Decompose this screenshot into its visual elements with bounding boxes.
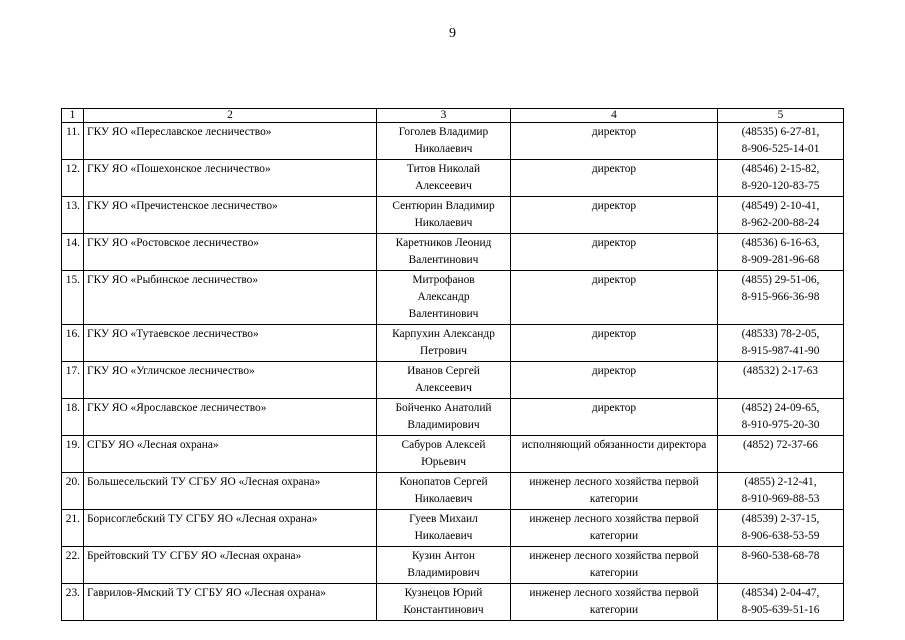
phone-line: (48535) 6-27-81,	[741, 126, 820, 138]
person-name-line: Николаевич	[414, 530, 473, 542]
person-name	[377, 234, 511, 271]
person-name-line: Бойченко Анатолий	[395, 402, 492, 414]
phone-line: 8-915-966-36-98	[741, 291, 820, 303]
organization-name: ГКУ ЯО «Рыбинское лесничество»	[84, 271, 377, 325]
person-name-line: Сентюрин Владимир	[392, 200, 495, 212]
job-position	[511, 123, 718, 160]
job-position	[511, 547, 718, 584]
job-position-line: категории	[589, 604, 639, 616]
phone-line: 8-910-969-88-53	[741, 493, 820, 505]
organization-name: ГКУ ЯО «Ростовское лесничество»	[84, 234, 377, 271]
person-name	[377, 123, 511, 160]
job-position-line: директор	[591, 237, 637, 249]
person-name-line: Петрович	[420, 345, 467, 357]
phone-line: (48536) 6-16-63,	[741, 237, 820, 249]
phone-numbers	[718, 547, 844, 584]
phone-numbers	[718, 325, 844, 362]
person-name	[377, 399, 511, 436]
job-position	[511, 160, 718, 197]
table-row	[62, 325, 844, 362]
person-name	[377, 362, 511, 399]
row-number: 13.	[62, 197, 84, 234]
row-number: 23.	[62, 584, 84, 621]
person-name	[377, 271, 511, 325]
phone-numbers	[718, 436, 844, 473]
person-name-line: Александр	[417, 291, 470, 303]
row-number: 17.	[62, 362, 84, 399]
table-row	[62, 123, 844, 160]
job-position	[511, 234, 718, 271]
phone-line: 8-906-638-53-59	[741, 530, 820, 542]
job-position-line: директор	[591, 163, 637, 175]
person-name-line: Николаевич	[414, 217, 473, 229]
organization-name: ГКУ ЯО «Пречистенское лесничество»	[84, 197, 377, 234]
job-position-line: категории	[589, 493, 639, 505]
contacts-table	[61, 108, 844, 621]
job-position	[511, 473, 718, 510]
phone-line: 8-915-987-41-90	[741, 345, 820, 357]
organization-name: ГКУ ЯО «Угличское лесничество»	[84, 362, 377, 399]
organization-name: Большесельский ТУ СГБУ ЯО «Лесная охрана»	[84, 473, 377, 510]
phone-line: (48534) 2-04-47,	[741, 587, 820, 599]
job-position-line: директор	[591, 365, 637, 377]
phone-numbers	[718, 160, 844, 197]
table-row	[62, 436, 844, 473]
person-name-line: Николаевич	[414, 143, 473, 155]
phone-line: 8-920-120-83-75	[741, 180, 820, 192]
phone-line: 8-960-538-68-78	[741, 550, 820, 562]
header-cell: 5	[718, 109, 844, 123]
table-row	[62, 234, 844, 271]
phone-line: (4855) 29-51-06,	[741, 274, 820, 286]
person-name	[377, 584, 511, 621]
table-row	[62, 271, 844, 325]
row-number: 12.	[62, 160, 84, 197]
job-position-line: инженер лесного хозяйства первой	[529, 550, 699, 562]
table-row	[62, 160, 844, 197]
job-position-line: категории	[589, 530, 639, 542]
row-number: 19.	[62, 436, 84, 473]
job-position	[511, 362, 718, 399]
phone-line: (48533) 78-2-05,	[741, 328, 820, 340]
table-row	[62, 547, 844, 584]
person-name-line: Митрофанов	[412, 274, 475, 286]
phone-line: (4855) 2-12-41,	[744, 476, 817, 488]
person-name-line: Иванов Сергей	[407, 365, 480, 377]
person-name-line: Конопатов Сергей	[399, 476, 488, 488]
organization-name: Брейтовский ТУ СГБУ ЯО «Лесная охрана»	[84, 547, 377, 584]
phone-line: (48539) 2-37-15,	[741, 513, 820, 525]
table-row	[62, 473, 844, 510]
phone-line: (4852) 24-09-65,	[741, 402, 820, 414]
person-name-line: Карпухин Александр	[392, 328, 495, 340]
organization-name: Борисоглебский ТУ СГБУ ЯО «Лесная охрана»	[84, 510, 377, 547]
phone-numbers	[718, 362, 844, 399]
row-number: 22.	[62, 547, 84, 584]
person-name-line: Титов Николай	[406, 163, 481, 175]
job-position	[511, 197, 718, 234]
row-number: 18.	[62, 399, 84, 436]
header-cell: 4	[511, 109, 718, 123]
job-position-line: инженер лесного хозяйства первой	[529, 587, 699, 599]
phone-numbers	[718, 234, 844, 271]
person-name-line: Алексеевич	[415, 382, 472, 394]
phone-line: 8-910-975-20-30	[741, 419, 820, 431]
person-name-line: Гуеев Михаил	[409, 513, 478, 525]
row-number: 20.	[62, 473, 84, 510]
job-position-line: директор	[591, 402, 637, 414]
organization-name: ГКУ ЯО «Пошехонское лесничество»	[84, 160, 377, 197]
person-name	[377, 510, 511, 547]
person-name-line: Валентинович	[408, 254, 479, 266]
phone-line: (48549) 2-10-41,	[741, 200, 820, 212]
job-position	[511, 436, 718, 473]
row-number: 11.	[62, 123, 84, 160]
person-name	[377, 160, 511, 197]
organization-name: ГКУ ЯО «Переславское лесничество»	[84, 123, 377, 160]
header-cell: 2	[84, 109, 377, 123]
person-name	[377, 436, 511, 473]
phone-line: 8-962-200-88-24	[741, 217, 820, 229]
person-name-line: Юрьевич	[421, 456, 466, 468]
person-name-line: Кузин Антон	[412, 550, 475, 562]
phone-line: 8-909-281-96-68	[741, 254, 820, 266]
person-name-line: Валентинович	[408, 308, 479, 320]
job-position-line: категории	[589, 567, 639, 579]
job-position	[511, 399, 718, 436]
person-name-line: Каретников Леонид	[395, 237, 492, 249]
person-name-line: Владимирович	[407, 419, 480, 431]
phone-line: 8-905-639-51-16	[741, 604, 820, 616]
phone-numbers	[718, 197, 844, 234]
person-name	[377, 473, 511, 510]
table-row	[62, 399, 844, 436]
job-position-line: директор	[591, 328, 637, 340]
phone-numbers	[718, 399, 844, 436]
row-number: 14.	[62, 234, 84, 271]
job-position-line: инженер лесного хозяйства первой	[529, 513, 699, 525]
table-row	[62, 584, 844, 621]
person-name	[377, 547, 511, 584]
job-position-line: директор	[591, 126, 637, 138]
phone-line: (48532) 2-17-63	[743, 365, 818, 377]
job-position	[511, 325, 718, 362]
row-number: 15.	[62, 271, 84, 325]
job-position-line: исполняющий обязанности директора	[521, 439, 707, 451]
phone-line: (48546) 2-15-82,	[741, 163, 820, 175]
table-header-row	[62, 109, 844, 123]
table-row	[62, 362, 844, 399]
job-position-line: инженер лесного хозяйства первой	[529, 476, 699, 488]
person-name-line: Владимирович	[407, 567, 480, 579]
phone-numbers	[718, 510, 844, 547]
phone-line: 8-906-525-14-01	[741, 143, 820, 155]
job-position	[511, 584, 718, 621]
job-position	[511, 271, 718, 325]
person-name-line: Константинович	[403, 604, 484, 616]
row-number: 16.	[62, 325, 84, 362]
organization-name: ГКУ ЯО «Ярославское лесничество»	[84, 399, 377, 436]
person-name-line: Кузнецов Юрий	[404, 587, 483, 599]
organization-name: Гаврилов-Ямский ТУ СГБУ ЯО «Лесная охрана»	[84, 584, 377, 621]
table-row	[62, 197, 844, 234]
phone-numbers	[718, 123, 844, 160]
table-row	[62, 510, 844, 547]
person-name	[377, 197, 511, 234]
phone-numbers	[718, 473, 844, 510]
person-name-line: Алексеевич	[415, 180, 472, 192]
person-name-line: Сабуров Алексей	[401, 439, 486, 451]
row-number: 21.	[62, 510, 84, 547]
phone-numbers	[718, 584, 844, 621]
header-cell: 1	[62, 109, 84, 123]
page-number: 9	[449, 26, 456, 41]
job-position-line: директор	[591, 200, 637, 212]
job-position-line: директор	[591, 274, 637, 286]
job-position	[511, 510, 718, 547]
organization-name: СГБУ ЯО «Лесная охрана»	[84, 436, 377, 473]
organization-name: ГКУ ЯО «Тутаевское лесничество»	[84, 325, 377, 362]
person-name	[377, 325, 511, 362]
phone-numbers	[718, 271, 844, 325]
phone-line: (4852) 72-37-66	[743, 439, 818, 451]
person-name-line: Николаевич	[414, 493, 473, 505]
person-name-line: Гоголев Владимир	[398, 126, 489, 138]
header-cell: 3	[377, 109, 511, 123]
